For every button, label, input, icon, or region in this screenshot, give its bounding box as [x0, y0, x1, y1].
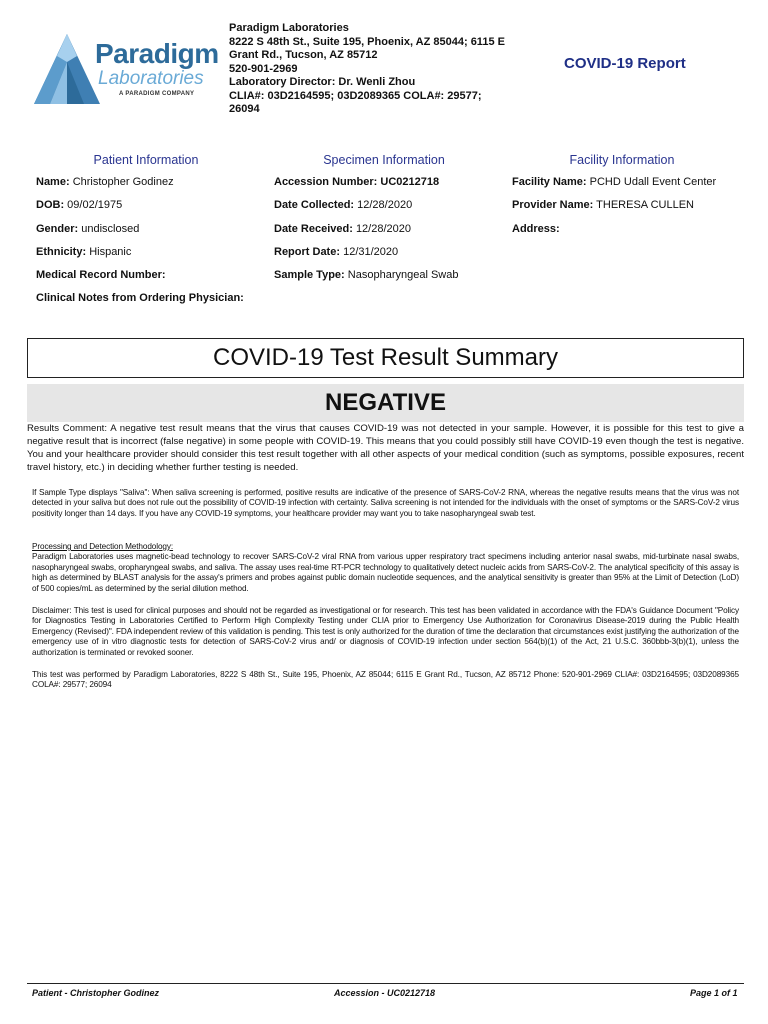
lab-phone: 520-901-2969 [229, 62, 298, 75]
clinical-notes-row [36, 292, 266, 315]
field-label: DOB: [36, 199, 65, 212]
date-received-row [274, 223, 504, 246]
methodology-text: Paradigm Laboratories uses magnetic-bead technology to recover SARS-CoV-2 viral RNA from various upper respiratory tract specimens including anterior nasal swabs, mid-turbinate nasal swabs, nasopharyngeal swabs, oropharyngeal swabs, and saliva. The assay uses real-time RT-PCR technology to qualitatively detect nucleic acids from SARS-CoV-2. The analytical specificity of this assay is high as determined by BLAST analysis for the assay's primers and probes against public domain nucleotide sequences, and the analytical sensitivity is greater than 95% at the Limit of Detection (LoD) of 500 copies/mL as determined by the serial dilution method. [32, 552, 739, 593]
report-date-row [274, 246, 504, 269]
triangle-logo-icon [32, 32, 102, 108]
date-received: 12/28/2020 [355, 222, 411, 235]
facility-name: PCHD Udall Event Center [589, 176, 717, 188]
field-label: Address: [512, 222, 560, 235]
date-collected-row [274, 199, 504, 222]
logo-tagline: A PARADIGM COMPANY [119, 91, 195, 97]
lab-clia: 26094 [229, 103, 260, 115]
patient-dob-row [36, 199, 266, 222]
lab-address-block [229, 22, 519, 117]
sample-type-row [274, 269, 504, 292]
patient-dob: 09/02/1975 [67, 199, 123, 212]
field-label: Clinical Notes from Ordering Physician: [36, 292, 244, 305]
lab-director: Laboratory Director: Dr. Wenli Zhou [229, 76, 416, 88]
field-label: Date Received: [274, 222, 353, 235]
field-label: Provider Name: [512, 199, 594, 212]
footer-accession: Accession - UC0212718 [334, 988, 436, 998]
patient-ethnicity: Hispanic [89, 245, 132, 258]
logo-name: Paradigm [95, 38, 219, 69]
methodology-section [32, 542, 739, 594]
footer-divider [27, 983, 744, 984]
accession-number: UC0212718 [380, 176, 440, 188]
report-date: 12/31/2020 [343, 245, 399, 258]
lab-name: Paradigm Laboratories [229, 22, 349, 34]
patient-information-section [36, 153, 266, 316]
result-summary-title: COVID-19 Test Result Summary [27, 338, 744, 378]
logo-subtitle: Laboratories [98, 68, 204, 89]
field-label: Sample Type: [274, 269, 345, 282]
field-label: Name: [36, 176, 70, 188]
patient-ethnicity-row [36, 246, 266, 269]
date-collected: 12/28/2020 [357, 199, 413, 212]
accession-row [274, 176, 504, 199]
report-title: COVID-19 Report [564, 55, 686, 72]
lab-clia: CLIA#: 03D2164595; 03D2089365 COLA#: 29577; [229, 89, 482, 102]
section-heading: Facility Information [569, 153, 675, 167]
test-result-badge: NEGATIVE [27, 384, 744, 422]
footer-page-number: Page 1 of 1 [690, 988, 738, 998]
disclaimer: Disclaimer: This test is used for clinical purposes and should not be regarded as investigational or for research. This test has been validated in accordance with the FDA's Guidance Document "Policy for Diagnostics Testing in Laboratories Certified to Perform High Complexity Testing under CLIA prior to Emergency Use Authorization for Coronavirus Disease-2019 during the Public Health Emergency (Revised)". FDA independent review of this validation is pending. This test is only authorized for the duration of time the declaration that circumstances exist justifying the authorization of the emergency use of in vitro diagnostic tests for detection of SARS-CoV-2 virus and/ or diagnosis of COVID-19 infection under section 564(b)(1) of the Act, 21 U.S.C. 360bbb-3(b)(1), unless the authorization is terminated or revoked sooner. [32, 606, 739, 657]
provider-name: THERESA CULLEN [596, 199, 694, 212]
performed-by-note: This test was performed by Paradigm Laboratories, 8222 S 48th St., Suite 195, Phoenix, AZ 85044; 6115 E Grant Rd., Tucson, AZ 85712 Phone: 520-901-2969 CLIA#: 03D2164595; 03D2089365 COLA#: 29577; 26094 [32, 670, 739, 690]
field-label: Medical Record Number: [36, 269, 166, 282]
specimen-information-section [274, 153, 504, 292]
provider-name-row [512, 199, 742, 222]
footer-patient: Patient - Christopher Godinez [32, 988, 160, 998]
field-label: Ethnicity: [36, 245, 87, 258]
patient-gender: undisclosed [81, 222, 140, 235]
field-label: Report Date: [274, 245, 341, 258]
field-label: Facility Name: [512, 176, 587, 188]
patient-gender-row [36, 223, 266, 246]
section-heading: Specimen Information [323, 153, 445, 167]
facility-name-row [512, 176, 742, 199]
patient-name-row [36, 176, 266, 199]
sample-type: Nasopharyngeal Swab [347, 269, 459, 282]
section-heading: Patient Information [93, 153, 199, 167]
field-label: Gender: [36, 222, 79, 235]
saliva-note: If Sample Type displays "Saliva": When saliva screening is performed, positive results are indicative of the presence of SARS-CoV-2 RNA, whereas the negative results means that the virus was not detected in your saliva but does not rule out the possibility of COVID-19 infection with certainty. Saliva screening is not intended for the individuals with the onset of symptoms or the SARS-CoV-2 virus positivity longer than 14 days. If you have any COVID-19 symptoms, your healthcare provider may want you to take nasopharyngeal swab test. [32, 488, 739, 518]
lab-address-line: Grant Rd., Tucson, AZ 85712 [229, 49, 378, 61]
methodology-heading: Processing and Detection Methodology: [32, 542, 174, 551]
lab-address-line: 8222 S 48th St., Suite 195, Phoenix, AZ 85044; 6115 E [229, 35, 505, 48]
address-row [512, 223, 742, 246]
company-logo [32, 32, 222, 108]
field-label: Accession Number: [274, 176, 378, 188]
results-comment: Results Comment: A negative test result means that the virus that causes COVID-19 was not detected in your sample. However, it is possible for this test to give a negative result that is incorrect (false negative) in some people with COVID-19. This means that you could possibly still have COVID-19 even though the test is negative. You and your healthcare provider should consider this test result together with all other aspects of your medical condition (such as symptoms, possible exposures, recent travel history, etc.) in deciding whether further testing is needed. [27, 423, 744, 473]
patient-name: Christopher Godinez [72, 176, 174, 188]
facility-information-section [512, 153, 742, 246]
patient-mrn-row [36, 269, 266, 292]
field-label: Date Collected: [274, 199, 355, 212]
